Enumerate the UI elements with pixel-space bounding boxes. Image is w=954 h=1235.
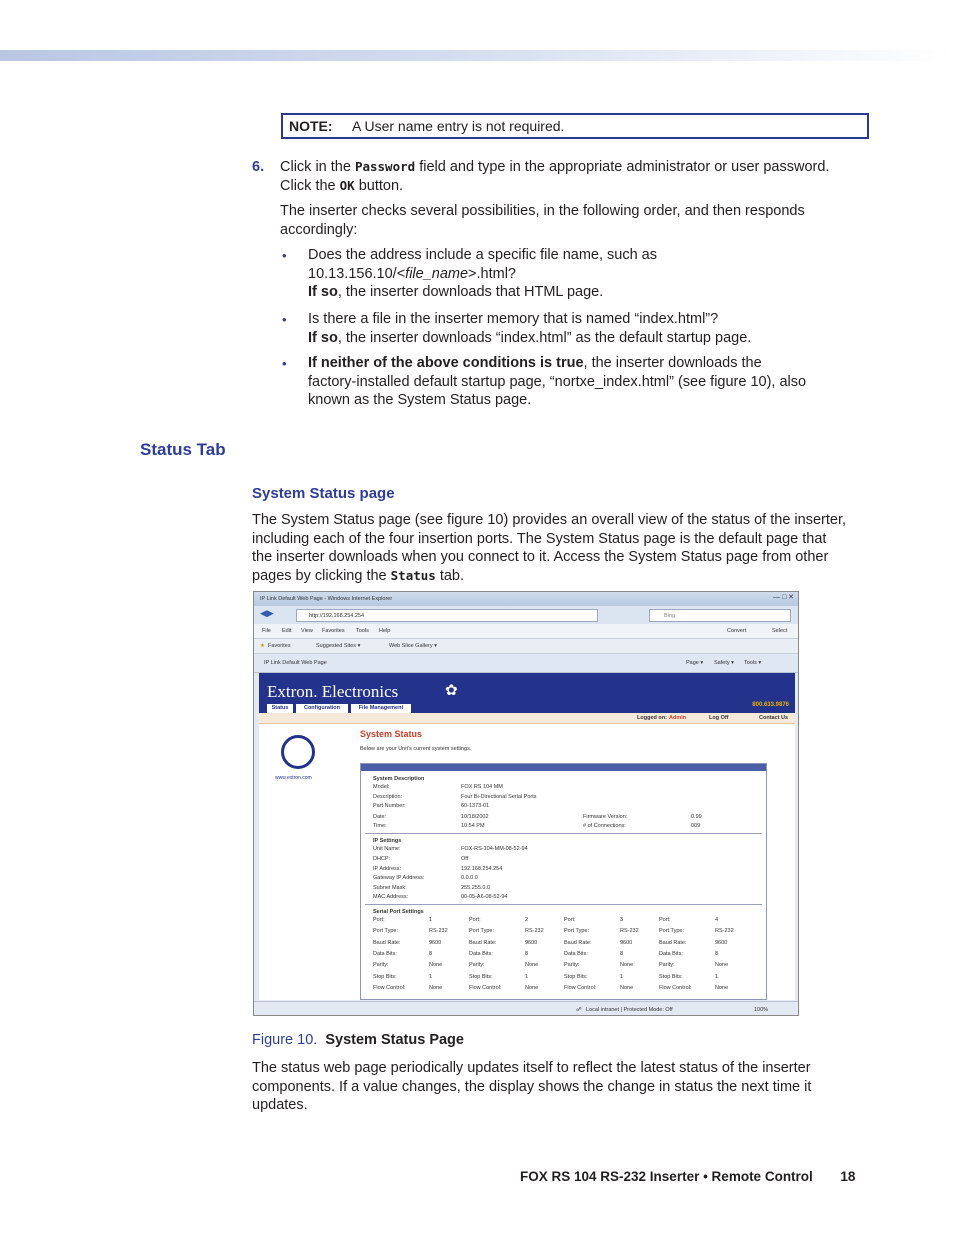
search-field: Bing — [649, 609, 791, 622]
password-field-ref: Password — [354, 159, 416, 174]
serial-value: RS-232 — [715, 928, 734, 935]
serial-value: None — [620, 962, 634, 969]
serial-label: Baud Rate: — [564, 939, 592, 946]
step-6-line-1: Click in the Password field and type in the appropriate administrator or user password. — [280, 159, 830, 175]
serial-value: 8 — [525, 950, 529, 957]
footer-text: FOX RS 104 RS-232 Inserter • Remote Control — [520, 1169, 813, 1184]
serial-value: None — [429, 962, 443, 969]
serial-label: Port: — [564, 917, 576, 923]
serial-label: Flow Control: — [373, 984, 406, 991]
figure-caption — [252, 1031, 464, 1050]
serial-value: None — [620, 984, 634, 991]
status-page-description: The System Status page (see figure 10) provides an overall view of the status of the inserter, including each of the four insertion ports. The System Status page is the default page that the inserter downloads when you connect to it. Access the System Status page from other pages by clicking the Status tab. — [252, 512, 847, 584]
section-title: Status Tab — [140, 440, 226, 459]
nav-tab-configuration: Configuration — [296, 704, 348, 713]
serial-value: 9600 — [620, 939, 633, 946]
serial-label: Baud Rate: — [659, 939, 687, 946]
browser-tabbar: IP Link Default Web Page Page ▾ Safety ▾ Tools ▾ — [254, 654, 799, 673]
serial-label: Flow Control: — [564, 984, 597, 991]
serial-value: 9600 — [429, 939, 442, 946]
system-status-title: System Status — [360, 729, 423, 739]
web-page — [259, 673, 795, 1000]
desc-heading: System Description — [373, 776, 425, 782]
browser-statusbar: ☍ Local intranet | Protected Mode: Off 100% — [254, 1001, 799, 1016]
serial-label: Baud Rate: — [373, 939, 401, 946]
serial-value: None — [525, 984, 539, 991]
note-box — [281, 113, 869, 139]
step-number: 6. — [252, 159, 265, 175]
serial-value: 1 — [715, 973, 719, 980]
browser-menubar: File Edit View Favorites Tools Help Convert Select — [254, 624, 799, 639]
serial-value: None — [715, 962, 729, 969]
star-icon: ★ — [260, 643, 265, 649]
figure-number: Figure 10. — [252, 1032, 318, 1048]
serial-label: Parity: — [564, 962, 580, 969]
figure-screenshot — [253, 591, 799, 1016]
page-number: 18 — [840, 1169, 856, 1184]
serial-value: 9600 — [525, 939, 538, 946]
serial-label: Port Type: — [373, 928, 398, 935]
bullet-dot: • — [282, 356, 287, 371]
bullet-3: If neither of the above conditions is true, the inserter downloads the factory-installed default startup page, “nortxe_index.html” (see figure 10), also known as the System Status page. — [308, 355, 807, 408]
nav-tab-status: Status — [267, 704, 293, 713]
login-bar: Logged on: Admin Log Off Contact Us — [259, 713, 795, 724]
browser-favorites-bar: ★ Favorites Suggested Sites ▾ Web Slice Gallery ▾ — [254, 639, 799, 654]
site-url: www.extron.com — [275, 775, 312, 781]
phone-number: 800.633.9876 — [752, 702, 789, 708]
serial-label: Data Bits: — [469, 950, 493, 957]
serial-value: 8 — [429, 950, 433, 957]
serial-value: 1 — [525, 973, 529, 980]
bullet-dot: • — [282, 248, 287, 263]
serial-label: Flow Control: — [659, 984, 692, 991]
serial-label: Stop Bits: — [373, 973, 397, 980]
window-controls-icon: — □ ✕ — [773, 594, 794, 601]
serial-value: 1 — [429, 973, 433, 980]
checks-intro: The inserter checks several possibilities, in the following order, and then responds accordingly: — [280, 203, 805, 238]
serial-label: Data Bits: — [373, 950, 397, 957]
serial-label: Parity: — [659, 962, 675, 969]
bullet-2: Is there a file in the inserter memory that is named “index.html”? If so, the inserter downloads “index.html” as the default startup page. — [308, 311, 752, 346]
serial-value: 1 — [620, 973, 624, 980]
serial-label: Baud Rate: — [469, 939, 497, 946]
bullet-1: Does the address include a specific file name, such as 10.13.156.10/<file_name>.html? If so, the inserter downloads that HTML page. — [308, 247, 657, 300]
browser-titlebar — [254, 592, 799, 606]
closing-paragraph: The status web page periodically updates itself to reflect the latest status of the inserter components. If a value changes, the display shows the change in status the next time it updates. — [252, 1060, 812, 1113]
ip-heading: IP Settings — [373, 838, 402, 844]
step-6-text — [280, 158, 870, 195]
serial-label: Data Bits: — [564, 950, 588, 957]
step-6-line-2: Click the OK button. — [280, 177, 404, 194]
address-field: http://192.168.254.254 — [296, 609, 598, 622]
status-tab-ref: Status — [390, 567, 436, 583]
panel-divider — [365, 833, 762, 834]
serial-label: Flow Control: — [469, 984, 502, 991]
page-footer — [520, 1168, 855, 1187]
serial-heading: Serial Port Settings — [373, 909, 424, 915]
serial-label: Port: — [469, 917, 481, 923]
serial-value: 2 — [525, 917, 529, 923]
panel-divider — [365, 904, 762, 905]
serial-value: RS-232 — [620, 928, 639, 935]
note-text: A User name entry is not required. — [352, 118, 565, 134]
serial-value: None — [715, 984, 729, 991]
serial-value: 8 — [715, 950, 719, 957]
bullet-dot: • — [282, 312, 287, 327]
serial-value: 9600 — [715, 939, 728, 946]
serial-value: None — [525, 962, 539, 969]
nav-tab-file-management: File Management — [351, 704, 411, 713]
serial-label: Parity: — [373, 962, 389, 969]
extron-logo-icon: ✿ — [445, 682, 458, 699]
serial-value: 1 — [429, 917, 433, 923]
figure-title: System Status Page — [325, 1032, 464, 1048]
serial-label: Port Type: — [659, 928, 684, 935]
serial-label: Stop Bits: — [659, 973, 683, 980]
serial-label: Parity: — [469, 962, 485, 969]
ok-button-ref: OK — [339, 177, 355, 193]
back-forward-icon: ◀▶ — [260, 608, 274, 618]
browser-window-title: IP Link Default Web Page - Windows Internet Explorer — [260, 596, 393, 602]
header-gradient-bar — [0, 50, 954, 61]
serial-label: Port Type: — [469, 928, 494, 935]
serial-value: RS-232 — [429, 928, 448, 935]
serial-label: Stop Bits: — [564, 973, 588, 980]
subsection-title: System Status page — [252, 485, 395, 502]
serial-label: Port: — [659, 917, 671, 923]
note-label: NOTE: — [289, 118, 333, 134]
serial-label: Data Bits: — [659, 950, 683, 957]
serial-value: 4 — [715, 917, 719, 923]
system-status-subtitle: Below are your Unit's current system settings. — [360, 746, 472, 752]
serial-value: 3 — [620, 917, 624, 923]
serial-value: RS-232 — [525, 928, 544, 935]
status-panel: System Description Model: FOX RS 104 MM Description: Four Bi-Directional Serial Ports Part Number: 60-1373-01 Date: 10/18/2002 Time: 10:54 PM Firmware Version: 0.99 # of Connections: 009 IP Settings Unit Name: FOX-RS-104-MM-08-52-94 DHCP: Off IP Address: 192.168.254.254 Gateway IP Address: 0.0.0.0 Subnet Mask: 255.255.0.0 MAC Address: 00-05-A6-08-52-94 Serial Port Settings Port: 1 Port Type: RS-232 Baud Rate: 9600 Data Bits: 8 Parity: None Stop Bits: 1 Flow Control: None Port: 2 Port Type: RS-232 Baud Rate: 9600 Data Bits: 8 Parity: None Stop Bits: 1 Flow Control: None Port: 3 Port Type: RS-232 Baud Rate: 9600 Data Bits: 8 Parity: None Stop Bits: 1 Flow Control: None Port: 4 Port Type: RS-232 Baud Rate: 9600 Data Bits: 8 Parity: None Stop Bits: 1 Flow Control: None — [360, 763, 767, 1000]
shield-icon: ☍ — [576, 1007, 582, 1013]
serial-label: Stop Bits: — [469, 973, 493, 980]
extron-seal-icon — [281, 735, 315, 769]
serial-value: None — [429, 984, 443, 991]
brand-name: Extron. Electronics — [267, 682, 399, 701]
serial-label: Port Type: — [564, 928, 589, 935]
panel-header — [361, 764, 766, 771]
serial-value: 8 — [620, 950, 624, 957]
serial-label: Port: — [373, 917, 385, 923]
brand-header — [259, 673, 795, 713]
